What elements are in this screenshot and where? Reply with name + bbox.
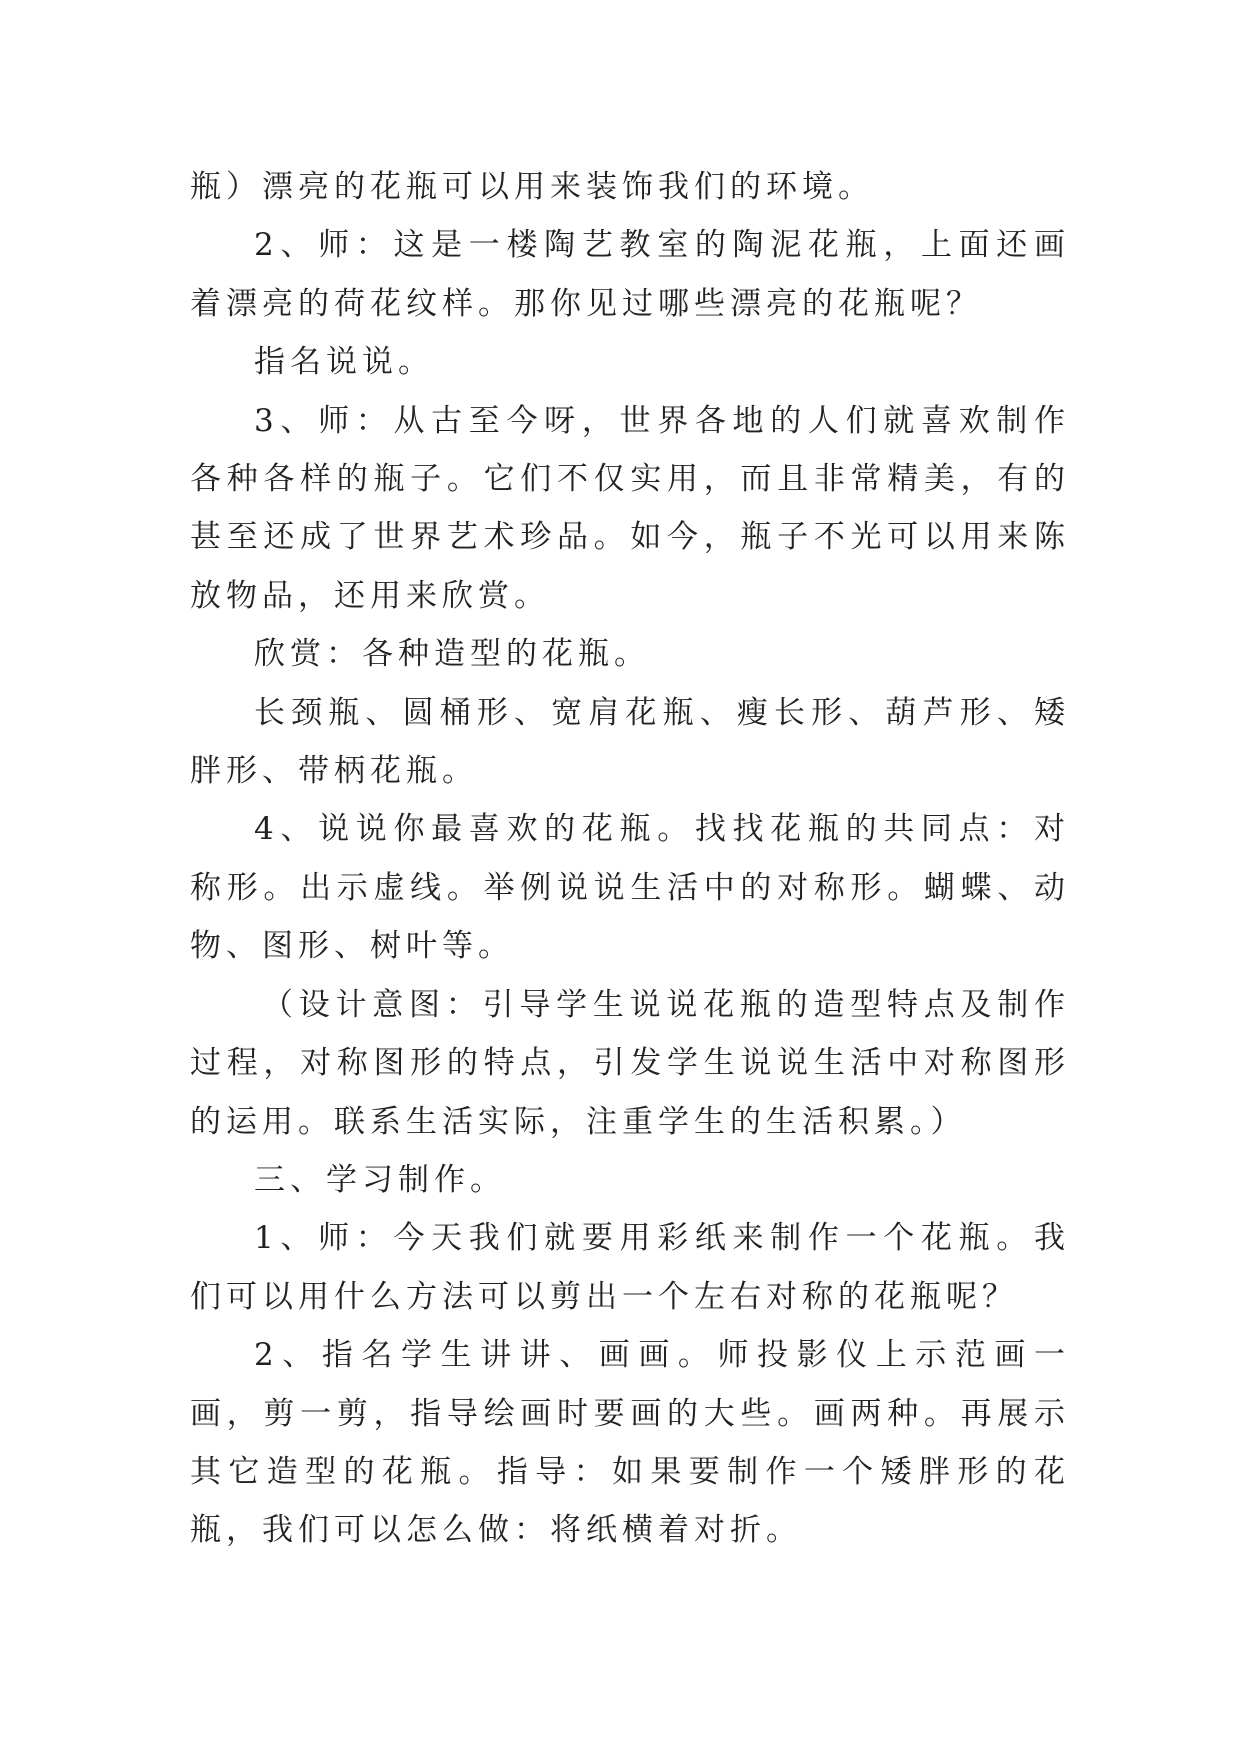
- paragraph-vase-history: 3、师：从古至今呀，世界各地的人们就喜欢制作各种各样的瓶子。它们不仅实用，而且非常精美，有的甚至还成了世界艺术珍品。如今，瓶子不光可以用来陈放物品，还用来欣赏。: [190, 402, 1070, 614]
- document-body: [190, 158, 1070, 1560]
- paragraph-continuation: 瓶）漂亮的花瓶可以用来装饰我们的环境。: [190, 169, 874, 205]
- paragraph-colored-paper: 1、师：今天我们就要用彩纸来制作一个花瓶。我们可以用什么方法可以剪出一个左右对称的花瓶呢？: [190, 1220, 1070, 1315]
- paragraph-appreciate-shapes: 欣赏：各种造型的花瓶。: [254, 636, 650, 673]
- paragraph-teacher-vase-intro: 2、师：这是一楼陶艺教室的陶泥花瓶，上面还画着漂亮的荷花纹样。那你见过哪些漂亮的花瓶呢？: [190, 227, 1070, 322]
- paragraph-call-on-students: 指名说说。: [254, 344, 434, 381]
- paragraph-symmetry: 4、说说你最喜欢的花瓶。找找花瓶的共同点：对称形。出示虚线。举例说说生活中的对称形。蝴蝶、动物、图形、树叶等。: [190, 811, 1070, 965]
- paragraph-demonstration: 2、指名学生讲讲、画画。师投影仪上示范画一画，剪一剪，指导绘画时要画的大些。画两种。再展示其它造型的花瓶。指导：如果要制作一个矮胖形的花瓶，我们可以怎么做：将纸横着对折。: [190, 1337, 1070, 1549]
- section-heading-learn-to-make: 三、学习制作。: [254, 1161, 506, 1198]
- paragraph-vase-types: 长颈瓶、圆桶形、宽肩花瓶、瘦长形、葫芦形、矮胖形、带柄花瓶。: [190, 694, 1070, 790]
- paragraph-design-intent: （设计意图：引导学生说说花瓶的造型特点及制作过程，对称图形的特点，引发学生说说生活中对称图形的运用。联系生活实际，注重学生的生活积累。）: [190, 986, 1070, 1140]
